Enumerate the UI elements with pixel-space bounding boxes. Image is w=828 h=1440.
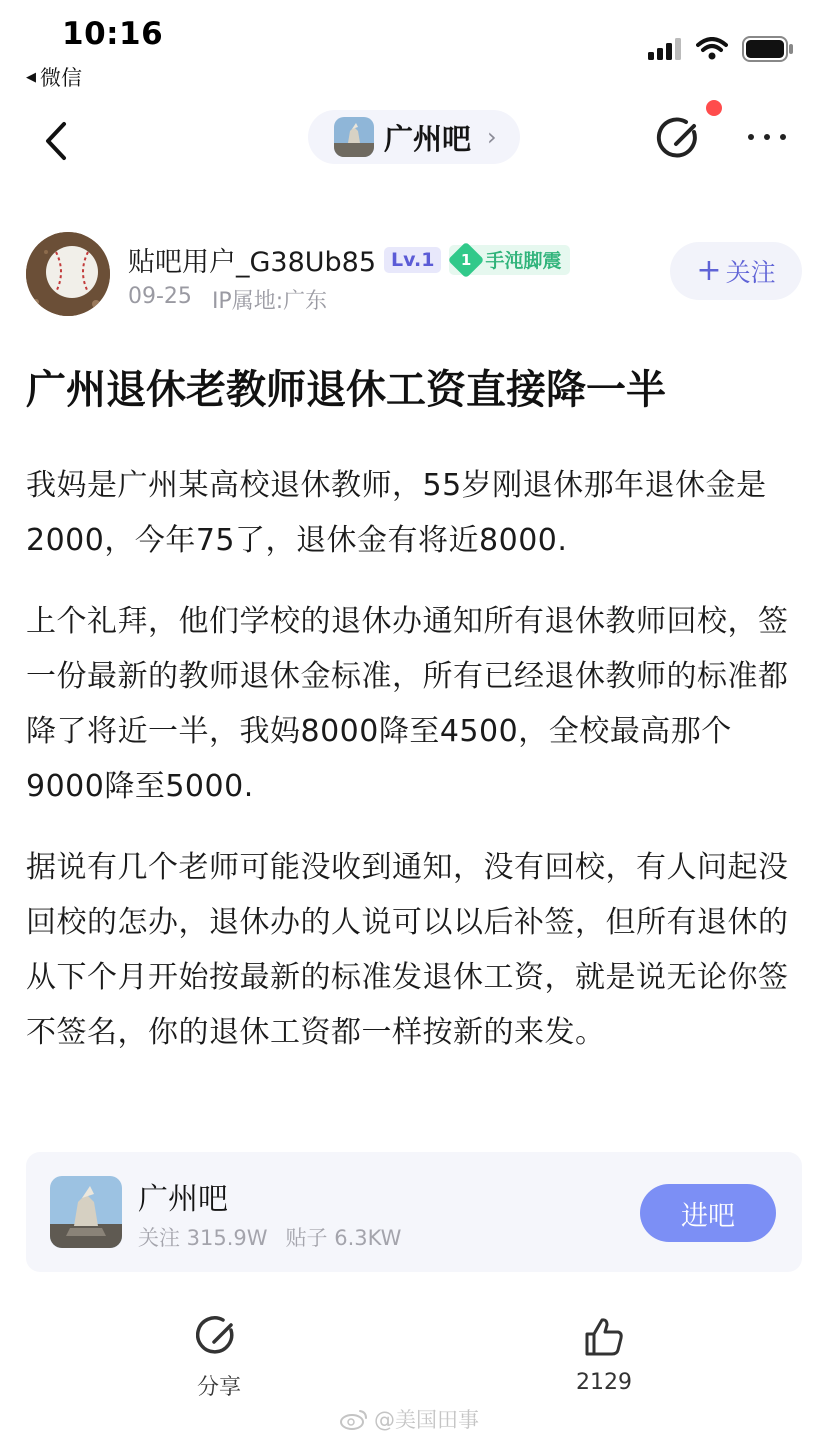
post-paragraph: 上个礼拜，他们学校的退休办通知所有退休教师回校，签一份最新的教师退休金标准，所有已经退休教师的标准都降了将近一半，我妈8000降至4500，全校最高那个9000降至5000. [26,604,789,804]
level-badge: Lv.1 [384,247,441,273]
status-time: 10:16 [62,16,164,52]
share-label: 分享 [196,1375,241,1400]
chevron-right-icon: › [487,123,497,151]
forum-avatar [334,117,374,157]
back-triangle-icon: ◀ [26,69,36,85]
forum-name: 广州吧 [384,121,472,156]
bottom-action-bar [0,1304,828,1414]
tag-label: 手沌脚震 [485,250,562,272]
post-body [26,458,802,1086]
watermark [340,1404,479,1434]
forum-card-avatar [50,1176,122,1248]
more-dot [764,134,770,140]
wifi-icon [696,37,728,61]
share-action[interactable] [178,1314,260,1401]
cellular-signal-icon [648,38,682,60]
post-title: 广州退休老教师退休工资直接降一半 [26,367,666,413]
share-icon [196,1314,242,1360]
back-app-label: 微信 [40,66,82,90]
forum-card-name: 广州吧 [138,1182,228,1217]
author-meta [128,284,327,315]
back-to-app-link[interactable] [26,62,82,92]
author-row [0,228,828,318]
enter-forum-button[interactable]: 进吧 [640,1184,776,1242]
notification-dot [706,100,722,116]
like-count: 2129 [576,1370,632,1395]
weibo-logo-icon [340,1408,368,1430]
back-chevron-icon[interactable] [38,116,78,166]
author-name[interactable]: 贴吧用户_G38Ub85 [128,247,377,278]
post-paragraph: 据说有几个老师可能没收到通知，没有回校，有人问起没回校的怎办，退休办的人说可以以后补签，但所有退休的从下个月开始按最新的标准发退休工资，就是说无论你签不签名，你的退休工资都一样按新的来发。 [26,850,789,1050]
like-action[interactable] [560,1314,648,1395]
share-icon[interactable] [656,114,706,164]
more-icon[interactable] [748,134,786,140]
follow-label: 关注 [725,258,776,287]
forum-card[interactable] [26,1152,802,1272]
forum-posts: 贴子 6.3KW [285,1226,402,1250]
thumbs-up-icon [581,1314,627,1360]
more-dot [748,134,754,140]
plus-icon: + [696,253,722,288]
tag-level-icon: 1 [448,241,485,278]
nav-bar [0,96,828,186]
follow-button[interactable] [670,242,802,300]
status-icons [648,36,794,62]
forum-pill[interactable] [308,110,520,164]
ip-location: IP属地:广东 [211,289,328,314]
forum-card-stats [138,1222,401,1252]
battery-icon [742,36,794,62]
author-name-row [128,240,570,279]
watermark-text: @美国田事 [374,1408,479,1432]
status-bar [0,0,828,96]
more-dot [780,134,786,140]
post-date: 09-25 [128,284,192,309]
forum-followers: 关注 315.9W [138,1226,268,1250]
member-tag-badge [449,245,570,275]
post-paragraph: 我妈是广州某高校退休教师，55岁刚退休那年退休金是2000，今年75了，退休金有将近8000. [26,468,767,558]
user-avatar[interactable] [26,232,110,316]
